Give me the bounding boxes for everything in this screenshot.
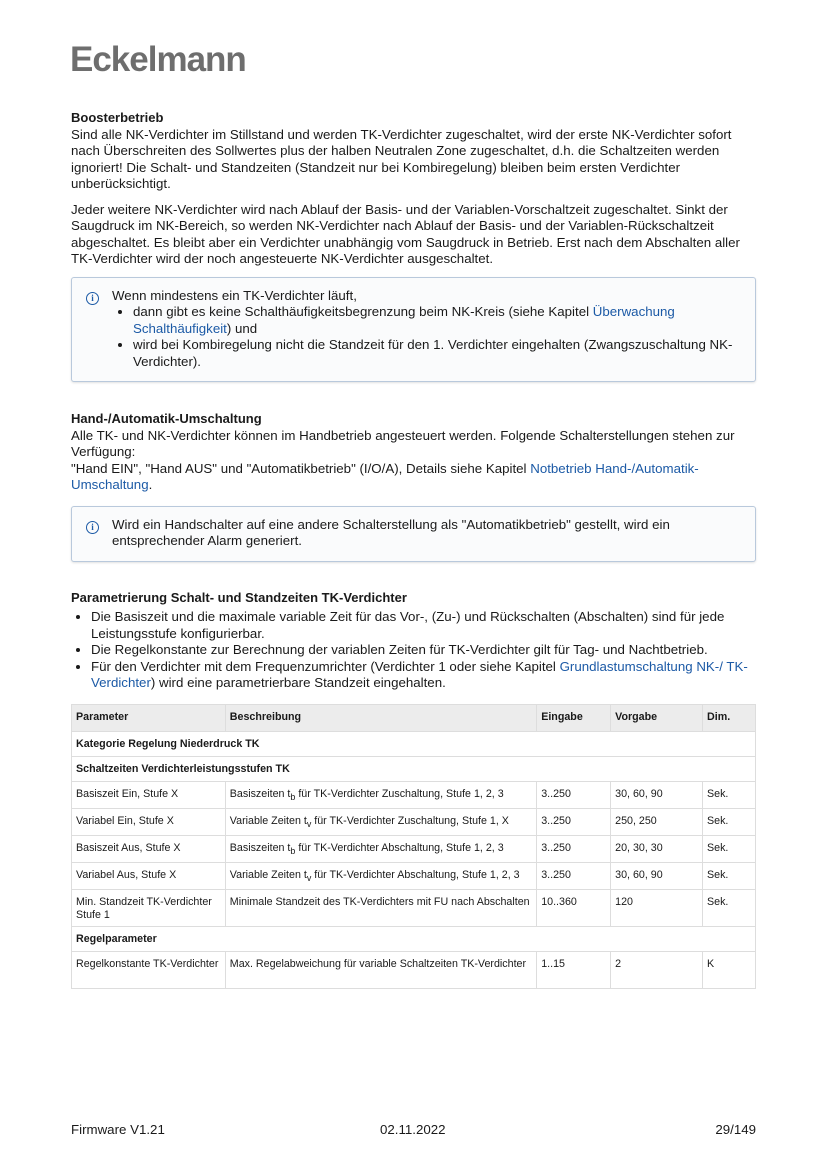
table-category-row: [72, 756, 756, 781]
section-title-hand: Hand-/Automatik-Umschaltung: [71, 411, 262, 426]
eckelmann-logo: Eckelmann: [70, 40, 246, 79]
section-param: [71, 590, 756, 989]
table-category-row: [72, 926, 756, 951]
cell-vorgabe: 2: [611, 951, 703, 988]
section-title-booster: Boosterbetrieb: [71, 110, 164, 125]
cell-description: [225, 808, 536, 835]
header-eingabe: Eingabe: [537, 704, 611, 731]
link-ueberwachung-schalthaeufigkeit[interactable]: Überwachung Schalthäufigkeit: [133, 304, 675, 336]
category-label: Kategorie Regelung Niederdruck TK: [72, 731, 756, 756]
header-beschreibung: Beschreibung: [225, 704, 536, 731]
table-row: [72, 781, 756, 808]
desc-text: Variable Zeiten t: [229, 868, 307, 881]
info-icon: i: [86, 292, 99, 305]
table-header-row: [72, 704, 756, 731]
footer-page-number: 29/149: [715, 1122, 756, 1137]
info-icon: i: [86, 521, 99, 534]
table-row: [72, 835, 756, 862]
cell-vorgabe: 30, 60, 90: [611, 862, 703, 889]
note-text: dann gibt es keine Schalthäufigkeitsbegrenzung beim NK-Kreis (siehe Kapitel: [133, 304, 593, 319]
desc-text: Basiszeiten t: [229, 841, 291, 854]
cell-eingabe: 1..15: [537, 951, 611, 988]
cell-dim: Sek.: [703, 808, 756, 835]
hand-paragraph-1: Alle TK- und NK-Verdichter können im Handbetrieb angesteuert werden. Folgende Schalterstellungen stehen zur Verfügung:: [71, 427, 735, 459]
desc-text: Variable Zeiten t: [229, 814, 307, 827]
desc-subscript: b: [290, 791, 296, 802]
list-item: • wird bei Kombiregelung nicht die Standzeit für den 1. Verdichter eingehalten (Zwangszuschaltung NK-Verdichter).: [133, 337, 743, 370]
category-label: Schaltzeiten Verdichterleistungsstufen TK: [72, 756, 756, 781]
cell-parameter: Basiszeit Aus, Stufe X: [72, 835, 226, 862]
cell-description: [225, 862, 536, 889]
desc-text: für TK-Verdichter Zuschaltung, Stufe 1, X: [311, 814, 509, 827]
header-parameter: Parameter: [72, 704, 226, 731]
info-note-hand: [71, 506, 756, 562]
link-notbetrieb[interactable]: Notbetrieb Hand-/Automatik-Umschaltung: [71, 460, 699, 492]
note-list: [112, 304, 743, 370]
cell-parameter: Variabel Ein, Stufe X: [72, 808, 226, 835]
cell-parameter: Min. Standzeit TK-Verdichter Stufe 1: [72, 889, 226, 926]
cell-description: [225, 835, 536, 862]
param-text: ) wird eine parametrierbare Standzeit eingehalten.: [150, 675, 446, 690]
hand-text: "Hand EIN", "Hand AUS" und "Automatikbetrieb" (I/O/A), Details siehe Kapitel: [71, 460, 531, 476]
hand-paragraph-2: [71, 461, 756, 494]
note-intro: Wenn mindestens ein TK-Verdichter läuft,: [112, 287, 357, 303]
table-row: [72, 889, 756, 926]
list-item: [91, 659, 756, 692]
hand-text: .: [148, 477, 153, 492]
param-text: Für den Verdichter mit dem Frequenzumrichter (Verdichter 1 oder siehe Kapitel: [91, 658, 560, 674]
list-item: [133, 304, 743, 337]
cell-dim: Sek.: [703, 889, 756, 926]
table-row: [72, 951, 756, 988]
cell-vorgabe: 120: [611, 889, 703, 926]
list-item: • Die Regelkonstante zur Berechnung der variablen Zeiten für TK-Verdichter gilt für Tag- und Nachtbetrieb.: [91, 642, 756, 659]
desc-subscript: v: [306, 872, 312, 883]
cell-eingabe: 10..360: [537, 889, 611, 926]
cell-description: Minimale Standzeit des TK-Verdichters mit FU nach Abschalten: [225, 889, 536, 926]
cell-dim: K: [703, 951, 756, 988]
desc-text: Basiszeiten t: [229, 787, 291, 800]
info-note-booster: [71, 277, 756, 383]
cell-eingabe: 3..250: [537, 835, 611, 862]
booster-paragraph-2: Jeder weitere NK-Verdichter wird nach Ablauf der Basis- und der Variablen-Vorschaltzeit zugeschaltet. Sinkt der Saugdruck im NK-Bereich, so werden NK-Verdichter nach Ablauf der Basis- und der Variablen-Rückschaltzeit abgeschaltet. Es bleibt aber ein Verdichter unabhängig vom Saugdruck in Betrieb. Erst nach dem Abschalten aller TK-Verdichter wird der noch angesteuerte NK-Verdichter ausgeschaltet.: [71, 201, 740, 266]
cell-dim: Sek.: [703, 781, 756, 808]
cell-parameter: Variabel Aus, Stufe X: [72, 862, 226, 889]
cell-eingabe: 3..250: [537, 808, 611, 835]
booster-paragraph-1: Sind alle NK-Verdichter im Stillstand und werden TK-Verdichter zugeschaltet, wird der erste NK-Verdichter sofort nach Überschreiten des Sollwertes plus der halben Neutralen Zone zugeschaltet, d.h. die Schaltzeiten werden ignoriert! Die Schalt- und Standzeiten (Standzeit nur bei Kombiregelung) bleiben beim ersten Verdichter unberücksichtigt.: [71, 126, 732, 191]
page-content: [71, 110, 756, 989]
table-row: [72, 862, 756, 889]
desc-text: für TK-Verdichter Zuschaltung, Stufe 1, 2, 3: [295, 787, 504, 800]
cell-vorgabe: 30, 60, 90: [611, 781, 703, 808]
cell-description: Max. Regelabweichung für variable Schaltzeiten TK-Verdichter: [225, 951, 536, 988]
header-vorgabe: Vorgabe: [611, 704, 703, 731]
note-text: Wird ein Handschalter auf eine andere Schalterstellung als "Automatikbetrieb" gestellt, wird ein entsprechender Alarm generiert.: [112, 516, 670, 548]
cell-description: [225, 781, 536, 808]
desc-text: für TK-Verdichter Abschaltung, Stufe 1, 2, 3: [295, 841, 504, 854]
section-title-param: Parametrierung Schalt- und Standzeiten TK-Verdichter: [71, 589, 407, 605]
cell-vorgabe: 20, 30, 30: [611, 835, 703, 862]
cell-parameter: Regelkonstante TK-Verdichter: [72, 951, 226, 988]
cell-vorgabe: 250, 250: [611, 808, 703, 835]
desc-subscript: v: [306, 818, 312, 829]
parameter-table: [71, 704, 756, 989]
header-dim: Dim.: [703, 704, 756, 731]
category-label: Regelparameter: [72, 926, 756, 951]
cell-parameter: Basiszeit Ein, Stufe X: [72, 781, 226, 808]
note-text: ) und: [226, 320, 258, 336]
desc-subscript: b: [290, 845, 296, 856]
cell-dim: Sek.: [703, 835, 756, 862]
footer-firmware: Firmware V1.21: [71, 1122, 165, 1137]
section-hand: [71, 411, 756, 562]
list-item: • Die Basiszeit und die maximale variable Zeit für das Vor-, (Zu-) und Rückschalten (Abschalten) sind für jede Leistungsstufe konfigurierbar.: [91, 609, 756, 642]
table-row: [72, 808, 756, 835]
footer-date: 02.11.2022: [380, 1122, 446, 1137]
param-list: [71, 609, 756, 692]
table-category-row: [72, 731, 756, 756]
link-grundlastumschaltung[interactable]: Grundlastumschaltung NK-/ TK-Verdichter: [91, 658, 748, 690]
desc-text: für TK-Verdichter Abschaltung, Stufe 1, 2, 3: [311, 868, 520, 881]
cell-eingabe: 3..250: [537, 862, 611, 889]
cell-dim: Sek.: [703, 862, 756, 889]
cell-eingabe: 3..250: [537, 781, 611, 808]
